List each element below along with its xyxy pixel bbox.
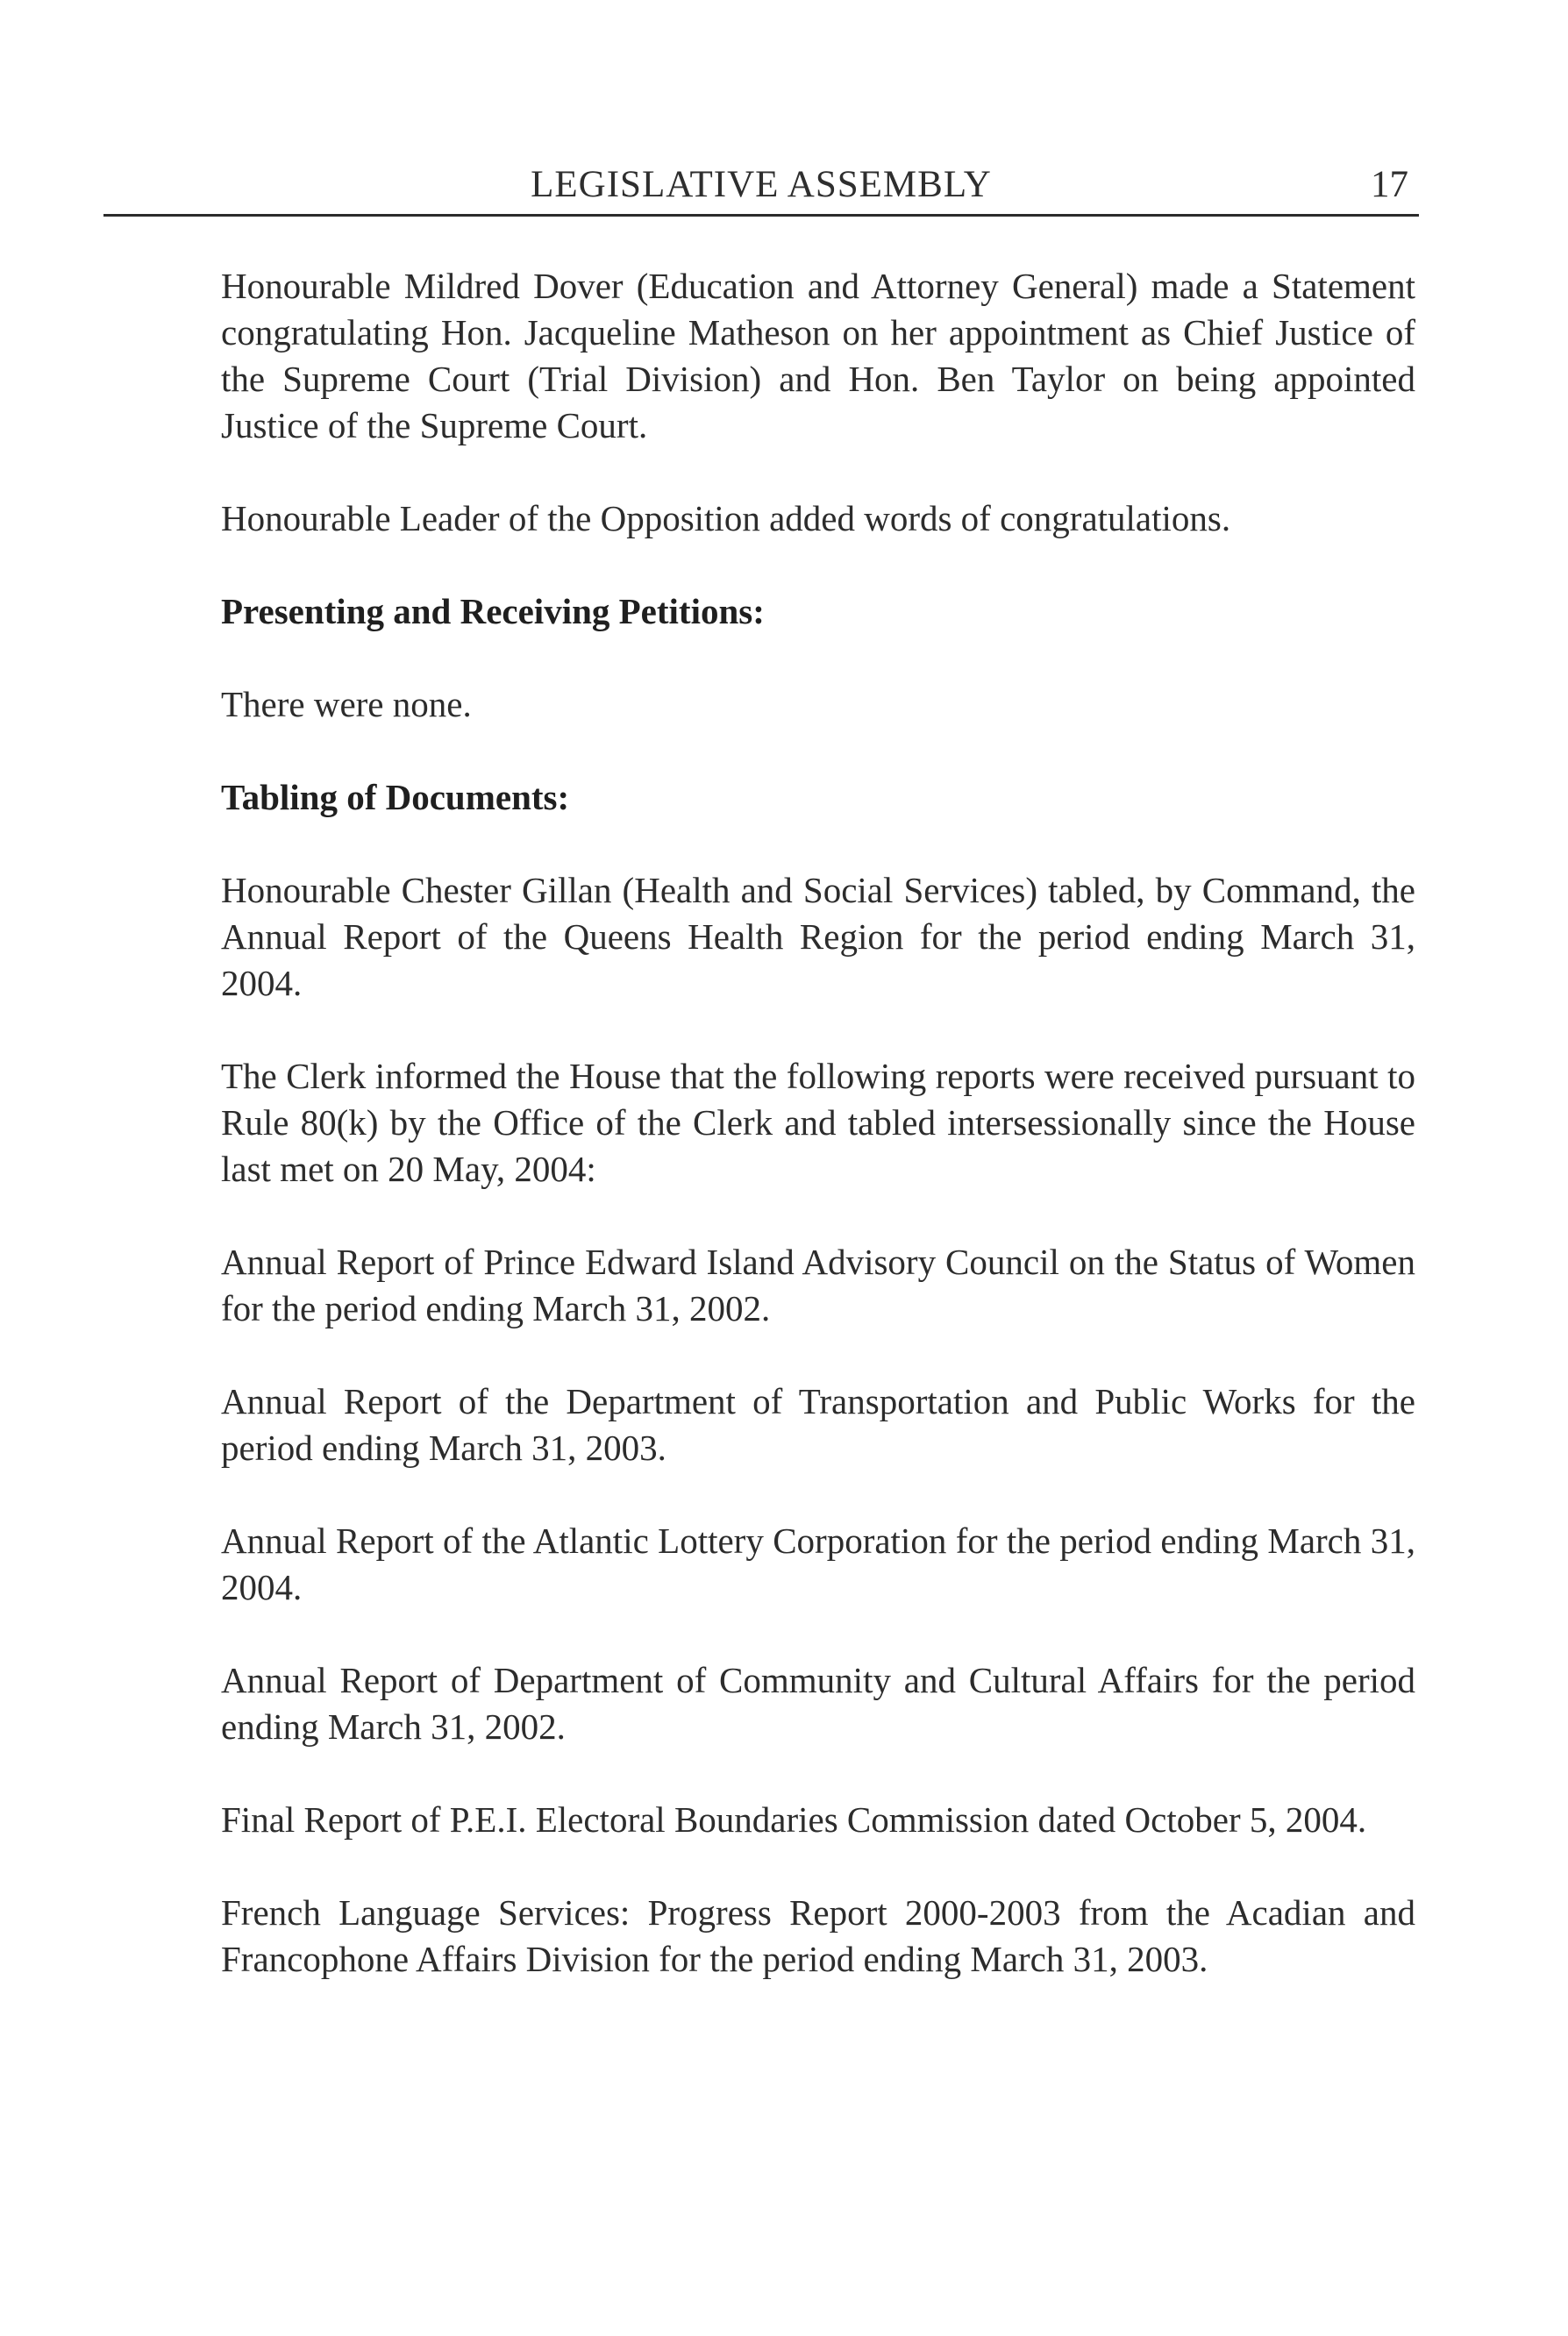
section-heading-tabling: Tabling of Documents: (221, 777, 570, 817)
document-item: French Language Services: Progress Report 2000-2003 from the Acadian and Francophone Affairs Division for the period ending March 31, 2003. (221, 1892, 1415, 1979)
document-item: Annual Report of Department of Community and Cultural Affairs for the period ending March 31, 2002. (221, 1660, 1415, 1747)
document-body (221, 263, 1415, 1983)
petitions-paragraph: There were none. (221, 684, 472, 724)
statement-paragraph: Honourable Mildred Dover (Education and Attorney General) made a Statement congratulating Hon. Jacqueline Matheson on her appointment as Chief Justice of the Supreme Court (Trial Division) and Hon. Ben Taylor on being appointed Justice of the Supreme Court. (221, 266, 1415, 445)
section-heading-petitions: Presenting and Receiving Petitions: (221, 591, 765, 631)
document-item: Annual Report of Prince Edward Island Advisory Council on the Status of Women for the period ending March 31, 2002. (221, 1242, 1415, 1328)
document-item: Annual Report of the Department of Transportation and Public Works for the period ending March 31, 2003. (221, 1381, 1415, 1468)
opposition-paragraph: Honourable Leader of the Opposition added words of congratulations. (221, 498, 1231, 538)
document-item: Final Report of P.E.I. Electoral Boundaries Commission dated October 5, 2004. (221, 1799, 1367, 1840)
document-item: Annual Report of the Atlantic Lottery Corporation for the period ending March 31, 2004. (221, 1521, 1415, 1607)
clerk-paragraph: The Clerk informed the House that the following reports were received pursuant to Rule 80(k) by the Office of the Clerk and tabled intersessionally since the House last met on 20 May, 2004: (221, 1056, 1415, 1189)
tabling-paragraph: Honourable Chester Gillan (Health and Social Services) tabled, by Command, the Annual Report of the Queens Health Region for the period ending March 31, 2004. (221, 870, 1415, 1003)
header-rule (103, 214, 1419, 217)
running-title: LEGISLATIVE ASSEMBLY (531, 164, 992, 205)
running-header (103, 156, 1419, 212)
page-number: 17 (1371, 164, 1408, 205)
